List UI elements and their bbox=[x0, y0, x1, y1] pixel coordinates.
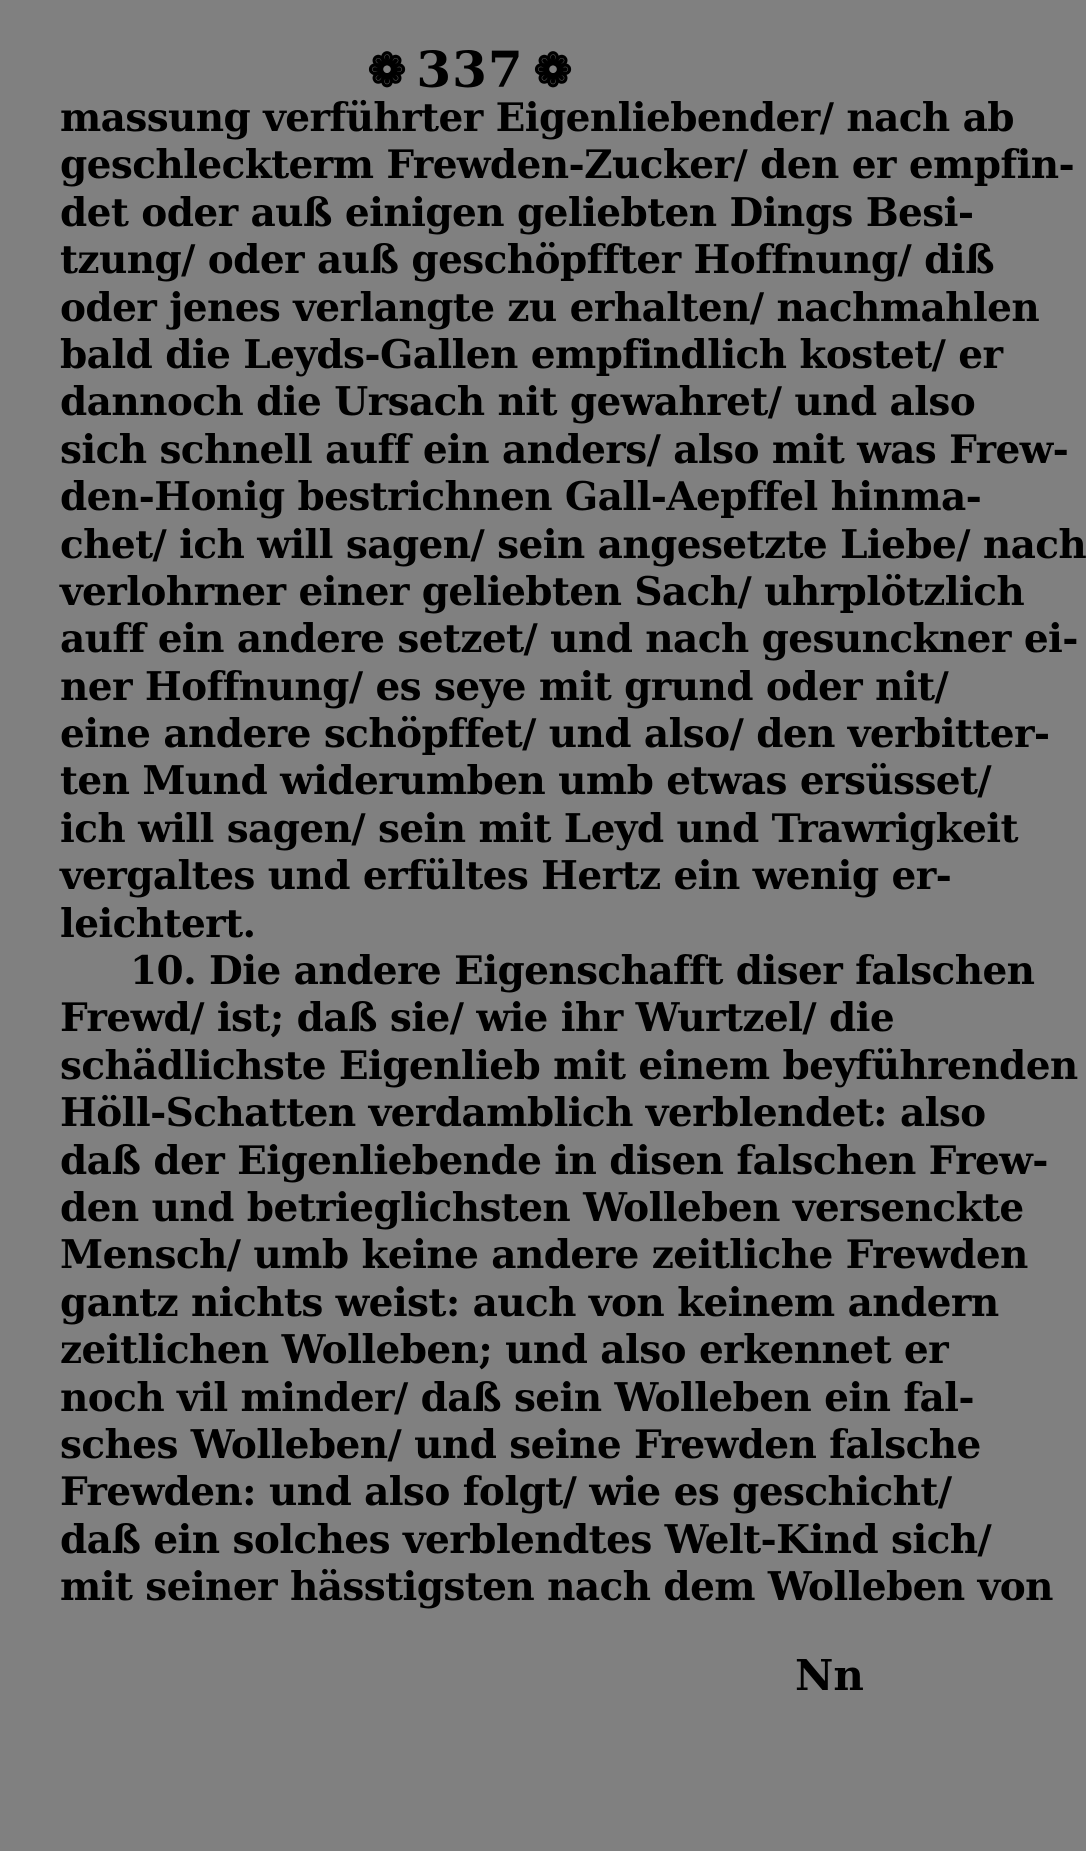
body-text bbox=[60, 95, 1086, 1612]
text-line: Frewden: und also folgt/ wie es geschicht/ bbox=[60, 1469, 952, 1516]
text-line: chet/ ich will sagen/ sein angesetzte Liebe/ nach bbox=[60, 521, 1086, 568]
text-line: leichtert. bbox=[60, 900, 256, 947]
text-line: gantz nichts weist: auch von keinem andern bbox=[60, 1279, 999, 1326]
text-line: daß ein solches verblendtes Welt-Kind sich/ bbox=[60, 1516, 992, 1563]
text-line: massung verführter Eigenliebender/ nach ab bbox=[60, 95, 1014, 141]
text-line: Mensch/ umb keine andere zeitliche Frewden bbox=[60, 1232, 1028, 1279]
text-line: mit seiner hässtigsten nach dem Wolleben von bbox=[60, 1564, 1053, 1611]
text-line: geschleckterm Frewden-Zucker/ den er empfin- bbox=[60, 142, 1075, 189]
page-number: 337 bbox=[416, 40, 524, 99]
ornament-right-icon: ❁ bbox=[533, 43, 573, 97]
text-line: sches Wolleben/ und seine Frewden falsche bbox=[60, 1421, 981, 1468]
text-line: verlohrner einer geliebten Sach/ uhrplötzlich bbox=[60, 568, 1025, 615]
ornament-left-icon: ❁ bbox=[367, 43, 407, 97]
text-line: det oder auß einigen geliebten Dings Besi- bbox=[60, 189, 974, 236]
text-line: Frewd/ ist; daß sie/ wie ihr Wurtzel/ die bbox=[60, 995, 895, 1042]
text-line: ich will sagen/ sein mit Leyd und Trawrigkeit bbox=[60, 805, 1018, 852]
text-line: zeitlichen Wolleben; und also erkennet er bbox=[60, 1327, 949, 1374]
text-line: den und betrieglichsten Wolleben versenckte bbox=[60, 1184, 1024, 1231]
text-line: tzung/ oder auß geschöpffter Hoffnung/ diß bbox=[60, 237, 995, 284]
text-line: ner Hoffnung/ es seye mit grund oder nit/ bbox=[60, 663, 949, 710]
page-header bbox=[367, 40, 573, 100]
paragraph-start-line: 10. Die andere Eigenschafft diser falschen bbox=[130, 948, 1035, 995]
text-line: oder jenes verlangte zu erhalten/ nachmahlen bbox=[60, 284, 1040, 331]
text-line: dannoch die Ursach nit gewahret/ und also bbox=[60, 379, 976, 426]
text-line: ten Mund widerumben umb etwas ersüsset/ bbox=[60, 758, 992, 805]
text-line: schädlichste Eigenlieb mit einem beyführenden bbox=[60, 1042, 1078, 1089]
text-line: eine andere schöpffet/ und also/ den verbitter- bbox=[60, 711, 1050, 758]
text-line: Höll-Schatten verdamblich verblendet: also bbox=[60, 1090, 986, 1137]
text-line: bald die Leyds-Gallen empfindlich kostet/ er bbox=[60, 331, 1003, 378]
text-line: noch vil minder/ daß sein Wolleben ein fal- bbox=[60, 1374, 974, 1421]
text-line: auff ein andere setzet/ und nach gesunckner ei- bbox=[60, 616, 1078, 663]
text-line: sich schnell auff ein anders/ also mit was Frew- bbox=[60, 426, 1069, 473]
text-line: daß der Eigenliebende in disen falschen Frew- bbox=[60, 1137, 1048, 1184]
text-line: vergaltes und erfültes Hertz ein wenig er- bbox=[60, 853, 952, 900]
catchword: Nn bbox=[795, 1651, 864, 1700]
text-line: den-Honig bestrichnen Gall-Aepffel hinma- bbox=[60, 474, 982, 521]
